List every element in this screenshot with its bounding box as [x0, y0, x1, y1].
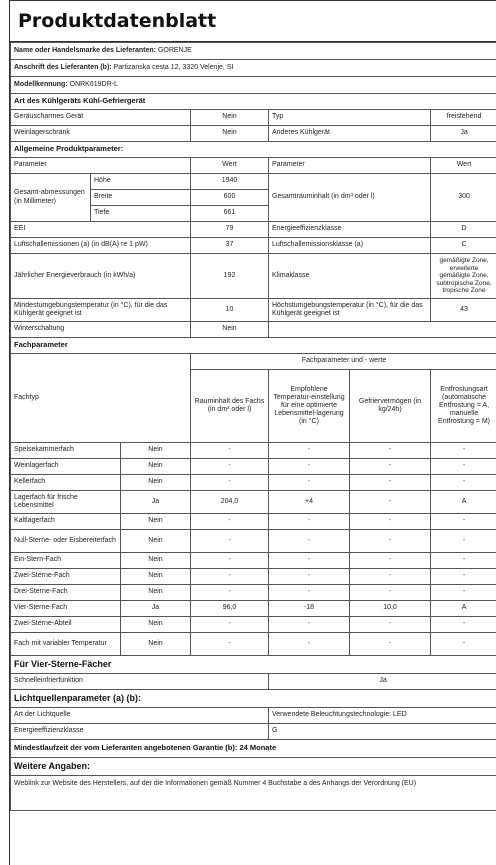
- compartment-header-row: [11, 338, 496, 354]
- light-tech-value: Verwendete Beleuchtungstechnologie: LED: [269, 708, 496, 724]
- quick-freeze-label: Schnelleinfrierfunktion: [11, 674, 269, 690]
- compartment-temp: -: [269, 530, 350, 553]
- min-temp-label: Mindestumgebungstemperatur (in °C), für die das Kühlgerät geeignet ist: [11, 299, 191, 322]
- compartment-name: Zwei-Sterne-Fach: [11, 569, 121, 585]
- compartment-temp: -: [269, 553, 350, 569]
- compartment-defrost: -: [431, 569, 496, 585]
- compartment-freeze: -: [350, 617, 431, 633]
- more-info-header: Weitere Angaben:: [11, 758, 496, 776]
- compartment-row: [11, 585, 496, 601]
- col-value: Wert: [431, 158, 496, 174]
- energy-value: 192: [191, 254, 269, 299]
- more-info-header-row: [11, 758, 496, 776]
- energy-label: Jährlicher Energieverbrauch (in kWh/a): [11, 254, 191, 299]
- compartment-row: [11, 553, 496, 569]
- compartment-name: Kaltlagerfach: [11, 514, 121, 530]
- col-value: Wert: [191, 158, 269, 174]
- type-row: [11, 126, 496, 142]
- address-row: [11, 60, 496, 77]
- compartment-volume: -: [191, 530, 269, 553]
- supplier-value: GORENJE: [158, 47, 192, 54]
- compartment-present: Nein: [121, 530, 191, 553]
- compartment-row: [11, 569, 496, 585]
- noise-class-value: C: [431, 238, 496, 254]
- compartment-freeze: -: [350, 459, 431, 475]
- product-data-sheet: [9, 0, 496, 865]
- compartment-name: Null-Sterne- oder Eisbereiterfach: [11, 530, 121, 553]
- eei-label: EEI: [11, 222, 191, 238]
- compartment-freeze: -: [350, 443, 431, 459]
- compartment-present: Nein: [121, 514, 191, 530]
- compartment-freeze: 10,0: [350, 601, 431, 617]
- model-row: [11, 77, 496, 94]
- compartment-volume: -: [191, 633, 269, 656]
- compartment-volume: -: [191, 443, 269, 459]
- compartment-name: Fach mit variabler Temperatur: [11, 633, 121, 656]
- compartment-freeze: -: [350, 553, 431, 569]
- appliance-type-header-row: [11, 94, 496, 110]
- compartment-row: [11, 530, 496, 553]
- model-value: ONRK619DR-L: [70, 81, 118, 88]
- compartment-present: Nein: [121, 585, 191, 601]
- compartment-defrost: -: [431, 585, 496, 601]
- compartment-name: Zwei-Sterne-Abteil: [11, 617, 121, 633]
- compartment-temp: +4: [269, 491, 350, 514]
- compartment-freeze: -: [350, 585, 431, 601]
- type-value: Ja: [431, 126, 496, 142]
- compartment-volume: -: [191, 514, 269, 530]
- compartment-defrost: A: [431, 491, 496, 514]
- compartment-volume: -: [191, 585, 269, 601]
- compartment-temp: -: [269, 443, 350, 459]
- compartment-row: [11, 633, 496, 656]
- noise-class-label: Luftschallemissionsklasse (a): [269, 238, 431, 254]
- compartment-row: [11, 617, 496, 633]
- compartment-volume: -: [191, 475, 269, 491]
- compartment-present: Nein: [121, 633, 191, 656]
- type-value: freistehend: [431, 110, 496, 126]
- compartment-volume: -: [191, 459, 269, 475]
- address-label: Anschrift des Lieferanten (b):: [14, 64, 112, 71]
- compartment-freeze: -: [350, 569, 431, 585]
- depth-value: 661: [191, 206, 269, 222]
- model-label: Modellkennung:: [14, 81, 68, 88]
- four-star-header-row: [11, 656, 496, 674]
- weblink-text: Weblink zur Website des Herstellers, auf der die Informationen gemäß Nummer 4 Buchstabe a des Anhangs der Verordnung (EU): [11, 776, 496, 811]
- supplier-row: [11, 43, 496, 60]
- four-star-header: Für Vier-Sterne-Fächer: [11, 656, 496, 674]
- light-type-row: [11, 708, 496, 724]
- compartment-volume: -: [191, 569, 269, 585]
- col-temperature: Empfohlene Temperatur-einstellung für eine optimierte Lebensmittel-lagerung (in °C): [269, 370, 350, 443]
- compartment-volume: -: [191, 617, 269, 633]
- compartment-defrost: -: [431, 553, 496, 569]
- compartment-name: Speisekammerfach: [11, 443, 121, 459]
- height-value: 1940: [191, 174, 269, 190]
- compartment-temp: -: [269, 459, 350, 475]
- warranty-row: [11, 740, 496, 758]
- max-temp-label: Höchstumgebungstemperatur (in °C), für die das Kühlgerät geeignet ist: [269, 299, 431, 322]
- compartment-group-row: [11, 354, 496, 370]
- compartment-row: [11, 514, 496, 530]
- compartment-freeze: -: [350, 633, 431, 656]
- eei-row: [11, 222, 496, 238]
- compartment-volume: 204,0: [191, 491, 269, 514]
- light-eec-row: [11, 724, 496, 740]
- compartment-freeze: -: [350, 491, 431, 514]
- compartment-name: Vier-Sterne-Fach: [11, 601, 121, 617]
- type-value: Nein: [191, 126, 269, 142]
- total-volume-value: 300: [431, 174, 496, 222]
- compartment-present: Nein: [121, 459, 191, 475]
- general-header-row: [11, 142, 496, 158]
- compartment-row: [11, 491, 496, 514]
- height-label: Höhe: [91, 174, 191, 190]
- quick-freeze-value: Ja: [269, 674, 496, 690]
- total-volume-label: Gesamtrauminhalt (in dm³ oder l): [269, 174, 431, 222]
- compartment-temp: -: [269, 633, 350, 656]
- compartment-defrost: -: [431, 617, 496, 633]
- light-header-row: [11, 690, 496, 708]
- energy-row: [11, 254, 496, 299]
- compartment-present: Nein: [121, 475, 191, 491]
- type-param: Anderes Kühlgerät: [269, 126, 431, 142]
- noise-row: [11, 238, 496, 254]
- quick-freeze-row: [11, 674, 496, 690]
- compartment-name: Drei-Sterne-Fach: [11, 585, 121, 601]
- winter-row: [11, 322, 496, 338]
- dimension-row: [11, 174, 496, 190]
- compartment-defrost: -: [431, 475, 496, 491]
- compartment-temp: -: [269, 475, 350, 491]
- compartment-temp: -: [269, 585, 350, 601]
- compartment-defrost: -: [431, 530, 496, 553]
- light-eec-value: G: [269, 724, 496, 740]
- eei-value: 79: [191, 222, 269, 238]
- compartment-defrost: -: [431, 633, 496, 656]
- compartment-volume: -: [191, 553, 269, 569]
- compartment-name: Weinlagerfach: [11, 459, 121, 475]
- light-type-label: Art der Lichtquelle: [11, 708, 269, 724]
- compartment-freeze: -: [350, 475, 431, 491]
- compartment-defrost: -: [431, 459, 496, 475]
- compartment-header: Fachparameter: [11, 338, 496, 354]
- col-parameter: Parameter: [269, 158, 431, 174]
- min-temp-value: 10: [191, 299, 269, 322]
- type-param: Geräuscharmes Gerät: [11, 110, 191, 126]
- address-value: Partizanska cesta 12, 3320 Velenje, SI: [114, 64, 234, 71]
- dimensions-label: Gesamt-abmessungen (in Millimeter): [11, 174, 91, 222]
- compartment-present: Ja: [121, 601, 191, 617]
- eec-label: Energieeffizienzklasse: [269, 222, 431, 238]
- compartment-row: [11, 443, 496, 459]
- compartment-temp: -: [269, 617, 350, 633]
- winter-value: Nein: [191, 322, 269, 338]
- appliance-type-header: Art des Kühlgeräts Kühl-Gefriergerät: [11, 94, 496, 110]
- compartment-row: [11, 459, 496, 475]
- noise-label: Luftschallemissionen (a) (in dB(A) re 1 pW): [11, 238, 191, 254]
- type-param: Weinlagerschrank: [11, 126, 191, 142]
- compartment-freeze: -: [350, 530, 431, 553]
- compartment-present: Nein: [121, 617, 191, 633]
- compartment-name: Kellerfach: [11, 475, 121, 491]
- col-defrost-type: Entfrostungsart (automatische Entfrostung = A, manuelle Entfrostung = M): [431, 370, 496, 443]
- page-title: Produktdatenblatt: [10, 1, 496, 42]
- compartment-name: Ein-Stern-Fach: [11, 553, 121, 569]
- winter-label: Winterschaltung: [11, 322, 191, 338]
- light-eec-label: Energieeffizienzklasse: [11, 724, 269, 740]
- type-row: [11, 110, 496, 126]
- width-value: 600: [191, 190, 269, 206]
- compartment-freeze: -: [350, 514, 431, 530]
- type-param: Typ: [269, 110, 431, 126]
- compartment-row: [11, 601, 496, 617]
- compartment-name: Lagerfach für frische Lebensmittel: [11, 491, 121, 514]
- col-parameter: Parameter: [11, 158, 191, 174]
- compartment-defrost: -: [431, 443, 496, 459]
- weblink-row: [11, 776, 496, 811]
- compartment-present: Nein: [121, 443, 191, 459]
- max-temp-value: 43: [431, 299, 496, 322]
- compartment-present: Nein: [121, 569, 191, 585]
- compartment-present: Ja: [121, 491, 191, 514]
- temperature-row: [11, 299, 496, 322]
- width-label: Breite: [91, 190, 191, 206]
- warranty-text: Mindestlaufzeit der vom Lieferanten angebotenen Garantie (b): 24 Monate: [11, 740, 496, 758]
- compartment-temp: -: [269, 569, 350, 585]
- compartment-defrost: A: [431, 601, 496, 617]
- compartment-volume: 96,0: [191, 601, 269, 617]
- eec-value: D: [431, 222, 496, 238]
- noise-value: 37: [191, 238, 269, 254]
- compartment-present: Nein: [121, 553, 191, 569]
- supplier-label: Name oder Handelsmarke des Lieferanten:: [14, 47, 156, 54]
- general-header: Allgemeine Produktparameter:: [11, 142, 496, 158]
- climate-label: Klimaklasse: [269, 254, 431, 299]
- light-header: Lichtquellenparameter (a) (b):: [11, 690, 496, 708]
- depth-label: Tiefe: [91, 206, 191, 222]
- compartment-temp: -: [269, 514, 350, 530]
- col-freezing-capacity: Gefriervermögen (in kg/24h): [350, 370, 431, 443]
- compartment-row: [11, 475, 496, 491]
- climate-value: gemäßigte Zone, erweiterte gemäßigte Zone, subtropische Zone, tropische Zone: [431, 254, 496, 299]
- col-volume: Rauminhalt des Fachs (in dm³ oder l): [191, 370, 269, 443]
- type-value: Nein: [191, 110, 269, 126]
- col-compartment-group: Fachparameter und - werte: [191, 354, 496, 370]
- compartment-temp: -18: [269, 601, 350, 617]
- col-compartment-type: Fachtyp: [11, 354, 191, 443]
- sheet-table: [10, 42, 496, 811]
- compartment-defrost: -: [431, 514, 496, 530]
- general-col-header-row: [11, 158, 496, 174]
